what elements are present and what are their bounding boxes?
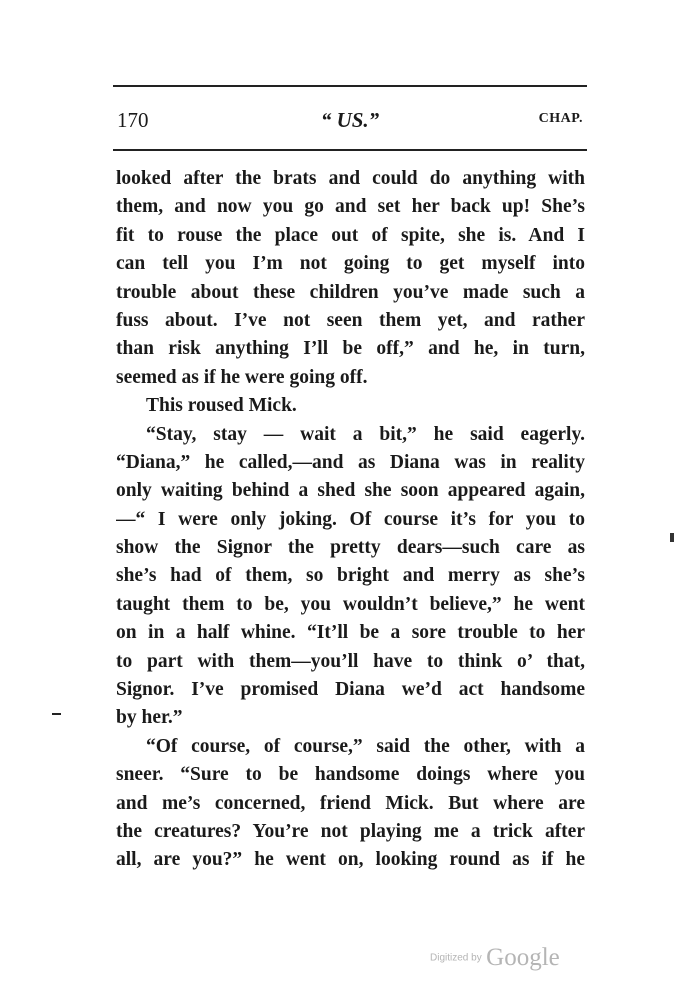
text-line: fit to rouse the place out of spite, she is. And I: [116, 224, 585, 246]
text-line: can tell you I’m not going to get myself into: [116, 253, 585, 275]
chapter-label: CHAP.: [538, 111, 583, 126]
text-line: sneer. “Sure to be handsome doings where you: [116, 764, 585, 786]
margin-dash-mark: [52, 713, 61, 715]
digitized-watermark: [430, 944, 560, 972]
text-line: them, and now you go and set her back up! She’s: [116, 196, 585, 218]
text-line: she’s had of them, so bright and merry as she’s: [116, 565, 585, 587]
text-line: This roused Mick.: [146, 395, 297, 417]
text-line: only waiting behind a shed she soon appeared again,: [116, 480, 585, 502]
header-bottom-rule: [113, 149, 587, 151]
text-line: and me’s concerned, friend Mick. But where are: [116, 792, 585, 814]
text-line: seemed as if he were going off.: [116, 366, 368, 388]
text-line: —“ I were only joking. Of course it’s for you to: [116, 508, 585, 530]
text-line: by her.”: [116, 707, 183, 729]
text-line: the creatures? You’re not playing me a trick after: [116, 820, 585, 842]
page-header: [113, 108, 587, 134]
text-line: all, are you?” he went on, looking round as if he: [116, 849, 585, 871]
text-line: fuss about. I’ve not seen them yet, and rather: [116, 309, 585, 331]
text-line: on in a half whine. “It’ll be a sore trouble to her: [116, 622, 585, 644]
text-line: looked after the brats and could do anything with: [116, 168, 585, 189]
text-line: taught them to be, you wouldn’t believe,” he went: [116, 593, 585, 615]
text-line: trouble about these children you’ve made such a: [116, 281, 585, 303]
text-line: “Diana,” he called,—and as Diana was in reality: [116, 451, 585, 473]
header-top-rule: [113, 85, 587, 87]
text-line: show the Signor the pretty dears—such care as: [116, 537, 585, 559]
page-number: 170: [117, 108, 149, 132]
text-line: Signor. I’ve promised Diana we’d act handsome: [116, 679, 585, 701]
body-text: [116, 165, 585, 875]
watermark-brand-logo: Google: [486, 944, 560, 971]
text-line: “Stay, stay — wait a bit,” he said eagerly.: [146, 423, 585, 445]
text-line: than risk anything I’ll be off,” and he, in turn,: [116, 338, 585, 360]
text-line: “Of course, of course,” said the other, with a: [146, 735, 585, 757]
margin-scan-mark: [670, 533, 674, 542]
running-title: “ US.”: [320, 108, 380, 132]
watermark-prefix: Digitized by: [430, 952, 482, 964]
text-line: to part with them—you’ll have to think o’ that,: [116, 650, 585, 672]
